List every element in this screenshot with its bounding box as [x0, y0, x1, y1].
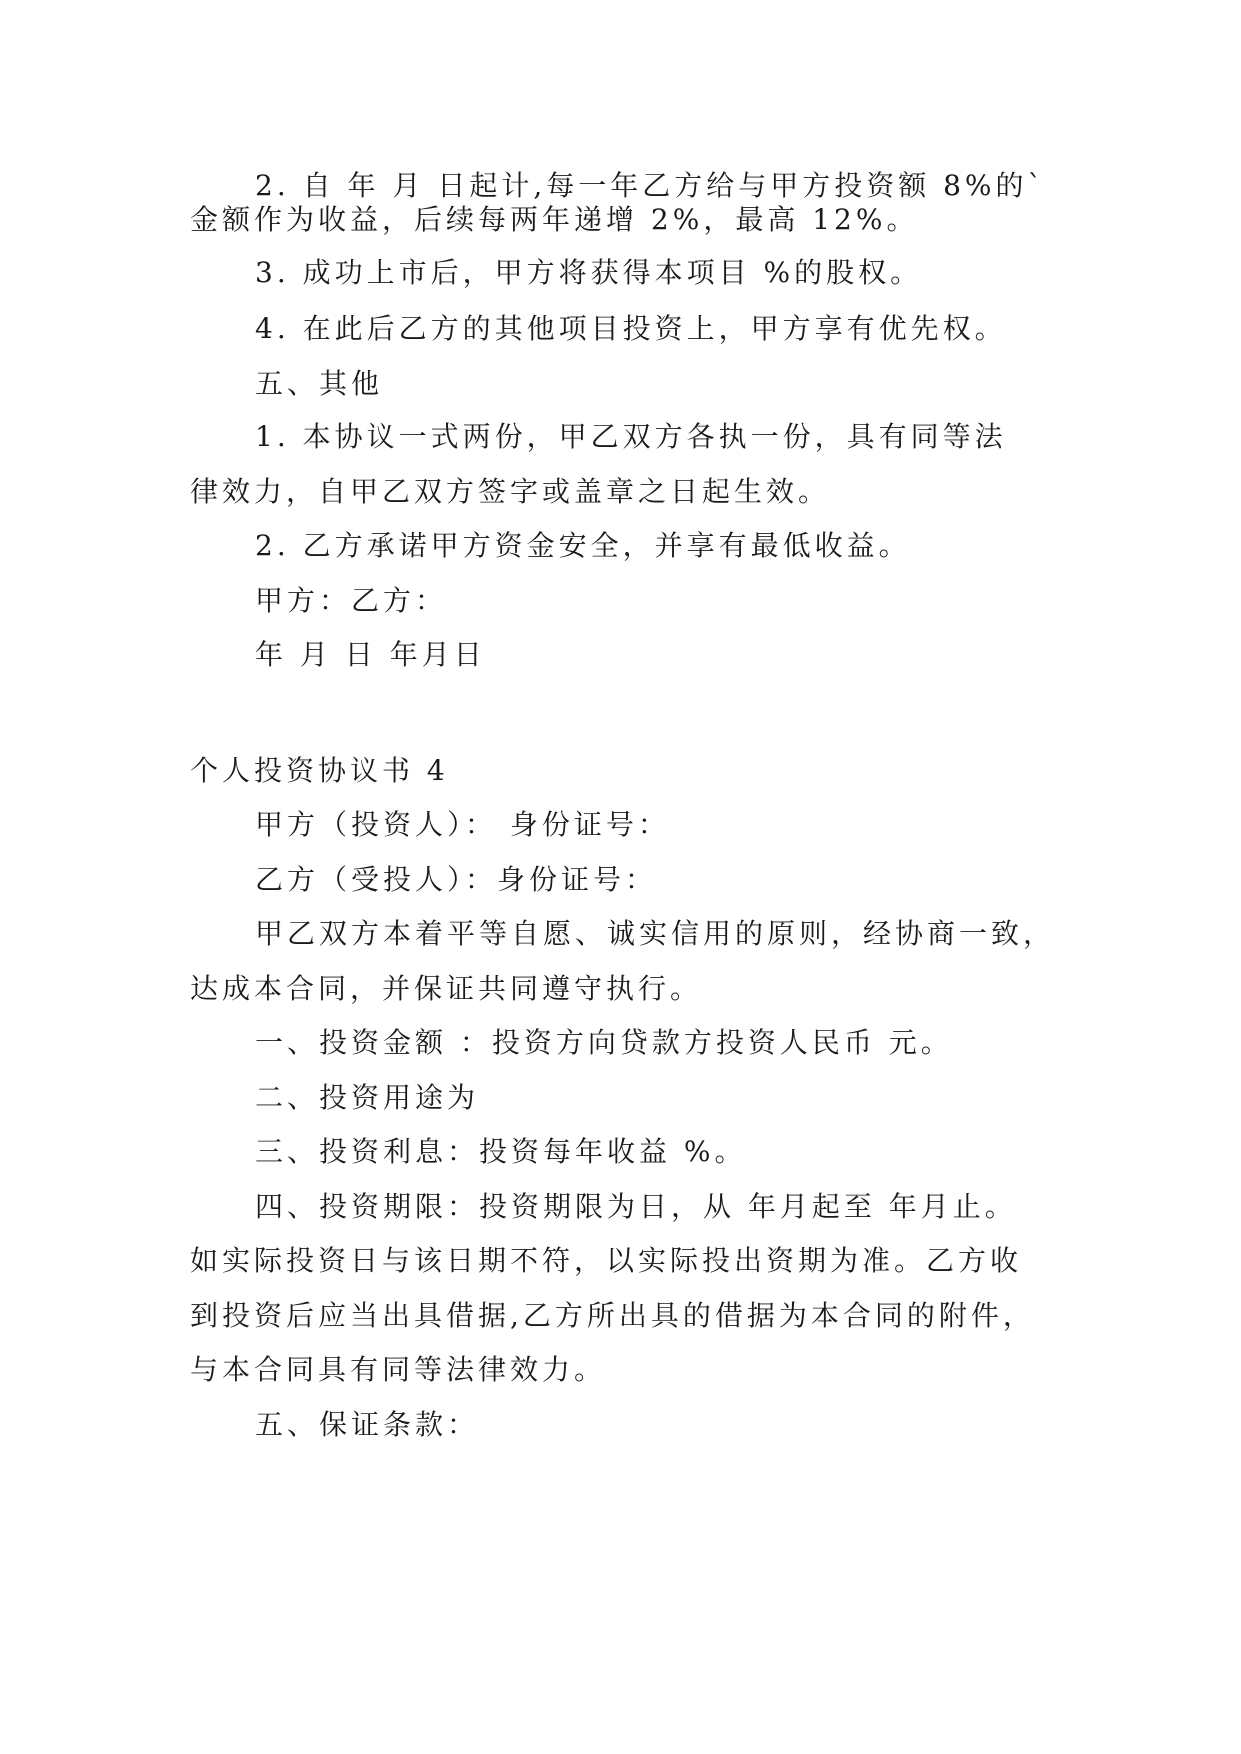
clause-purpose: 二、投资用途为 [255, 1081, 480, 1114]
paragraph-line: 3. 成功上市后，甲方将获得本项目 %的股权。 [255, 256, 923, 289]
paragraph-line: 与本合同具有同等法律效力。 [190, 1353, 607, 1386]
section-heading: 五、保证条款： [255, 1408, 480, 1441]
paragraph-line: 甲乙双方本着平等自愿、诚实信用的原则，经协商一致， [255, 917, 1056, 950]
party-a-line: 甲方（投资人）： 身份证号： [255, 808, 670, 841]
paragraph-line: 4. 在此后乙方的其他项目投资上，甲方享有优先权。 [255, 312, 1007, 345]
section-heading: 五、其他 [255, 367, 384, 400]
paragraph-line: 金额作为收益，后续每两年递增 2%，最高 12%。 [190, 203, 919, 236]
party-b-line: 乙方（受投人）：身份证号： [255, 863, 658, 896]
clause-interest: 三、投资利息：投资每年收益 %。 [255, 1135, 747, 1168]
clause-amount: 一、投资金额 ：投资方向贷款方投资人民币 元。 [255, 1026, 953, 1059]
paragraph-line: 到投资后应当出具借据,乙方所出具的借据为本合同的附件， [190, 1299, 1035, 1332]
signature-dates: 年 月 日 年月日 [255, 638, 486, 671]
paragraph-line: 如实际投资日与该日期不符，以实际投出资期为准。乙方收 [190, 1244, 1023, 1277]
paragraph-line: 律效力，自甲乙双方签字或盖章之日起生效。 [190, 475, 831, 508]
clause-term: 四、投资期限：投资期限为日，从 年月起至 年月止。 [255, 1190, 1017, 1223]
paragraph-line: 1. 本协议一式两份，甲乙双方各执一份，具有同等法 [255, 420, 1007, 453]
paragraph-line: 2. 自 年 月 日起计,每一年乙方给与甲方投资额 8%的` [255, 169, 1046, 202]
paragraph-line: 2. 乙方承诺甲方资金安全，并享有最低收益。 [255, 529, 911, 562]
document-title: 个人投资协议书 4 [190, 754, 449, 787]
paragraph-line: 达成本合同，并保证共同遵守执行。 [190, 972, 703, 1005]
signature-parties: 甲方：乙方： [255, 584, 448, 617]
